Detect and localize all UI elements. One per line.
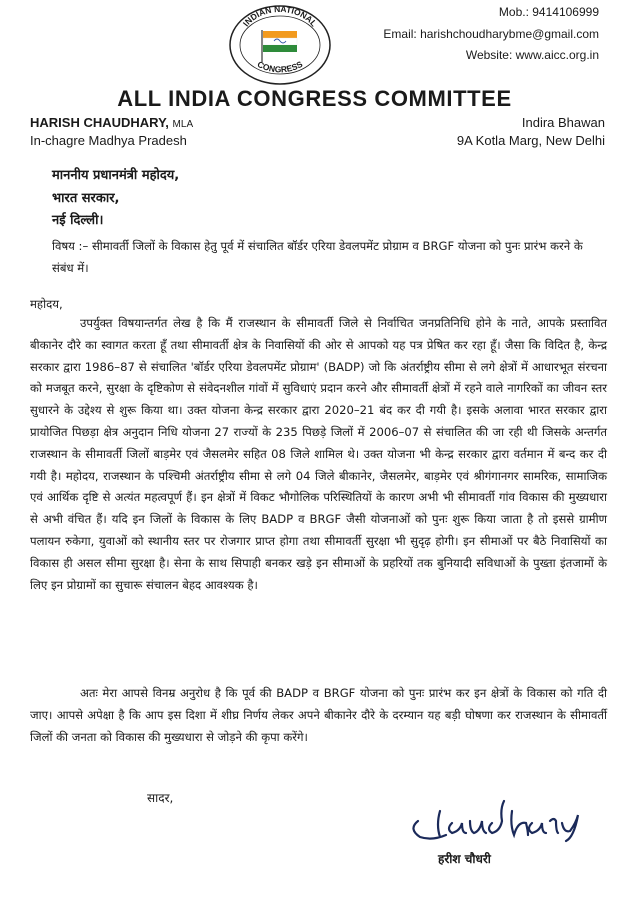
svg-text:INDIAN NATIONAL: INDIAN NATIONAL (240, 4, 320, 29)
addressee-line-2: भारत सरकार, (52, 191, 120, 206)
subject-label: विषय :– (52, 239, 89, 253)
congress-logo (228, 4, 332, 86)
addressee-line-3: नई दिल्ली। (52, 213, 104, 228)
body-paragraph-2: अतः मेरा आपसे विनम्र अनुरोध है कि पूर्व की BADP व BRGF योजना को पुनः प्रारंभ कर इन क्षेत्रों के विकास को गति दी जाए। आपसे अपेक्षा है कि आप इस दिशा में शीघ्र निर्णय लेकर अपने बीकानेर दौरे के दरम्यान यह बड़ी घोषणा कर राजस्थान के सीमावर्ती जिलों की जनता को विकास की मुख्यधारा से जोड़ने की कृपा करेंगे। (30, 686, 607, 744)
sender-name-line (30, 115, 193, 130)
subject-text: सीमावर्ती जिलों के विकास हेतु पूर्व में संचालित बॉर्डर एरिया डेवलपमेंट प्रोग्राम व BRGF योजना को पुनः प्रारंभ करने के संबंध में। (52, 239, 583, 275)
organization-title: ALL INDIA CONGRESS COMMITTEE (117, 86, 512, 111)
contact-website[interactable]: Website: www.aicc.org.in (465, 48, 599, 62)
contact-mobile: Mob.: 9414106999 (498, 5, 599, 19)
svg-text:CONGRESS: CONGRESS (255, 58, 305, 75)
office-line-1: Indira Bhawan (521, 115, 605, 130)
signature (400, 795, 590, 847)
closing-saadar: सादर, (147, 791, 174, 805)
subject (52, 236, 607, 280)
sender-role: In-chagre Madhya Pradesh (30, 133, 187, 148)
office-line-2: 9A Kotla Marg, New Delhi (456, 133, 605, 148)
sender-suffix: MLA (172, 119, 194, 130)
sender-name: HARISH CHAUDHARY, (30, 115, 169, 130)
signer-name: हरीश चौधरी (438, 852, 491, 866)
addressee-line-1: माननीय प्रधानमंत्री महोदय, (52, 168, 180, 183)
body-paragraph-1: उपर्युक्त विषयान्तर्गत लेख है कि मैं राजस्थान के सीमावर्ती जिले से निर्वाचित जनप्रतिनिधि होने के नाते, आपके प्रस्तावित बीकानेर दौरे का स्वागत करता हूँ तथा सीमावर्ती क्षेत्र के निवासियों की ओर से आपको यह पत्र प्रेषित कर रहा हूँ। जैसा कि विदित है, केन्द्र सरकार द्वारा 1986–87 से संचालित 'बॉर्डर एरिया डेवलपमेंट प्रोग्राम' (BADP) जो कि अंतर्राष्ट्रीय सीमा से लगे क्षेत्रों में आधारभूत संरचना को मजबूत करने, सुरक्षा के दृष्टिकोण से संवेदनशील गांवों में सुविधाएं प्रदान करने और सीमावर्ती क्षेत्रों में रहने वाले नागरिकों का जीवन स्तर सुधारने के उद्देश्य से शुरू किया था। उक्त योजना केन्द्र सरकार द्वारा 2020–21 बंद कर दी गयी है। इसके अलावा भारत सरकार द्वारा प्रायोजित पिछड़ा क्षेत्र अनुदान निधि योजना 27 राज्यों के 235 पिछड़े जिलों में 2006–07 से संचालित की जा रही थी जिसके अन्तर्गत राजस्थान के सीमावर्ती जिलों बाड़मेर एवं जैसलमेर सहित 08 जिले शामिल थे। उक्त योजना भी केन्द्र सरकार द्वारा वर्तमान में बन्द कर दी गयी है। महोदय, राजस्थान के पश्चिमी अंतर्राष्ट्रीय सीमा से लगे 04 जिले बीकानेर, जैसलमेर, बाड़मेर एवं श्रीगंगानगर सामरिक, सामाजिक एवं आर्थिक दृष्टि से अत्यंत महत्वपूर्ण हैं। इन क्षेत्रों में विकट भौगोलिक परिस्थितियों के कारण अभी भी सीमावर्ती गांव विकास की मुख्यधारा से अभी वंचित हैं। यदि इन जिलों के विकास के लिए BADP व BRGF जैसी योजनाओं को पुनः शुरू किया जाता है तो इससे ग्रामीण पलायन रुकेगा, युवाओं को स्थानीय स्तर पर रोजगार प्राप्त होगा तथा सीमावर्ती सुरक्षा भी सुदृढ़ होगी। इन सीमाओं पर बैठे निवासियों का विकास ही असल सीमा सुरक्षा है। सेना के साथ सिपाही बनकर खड़े इन सीमाओं के प्रहरियों तक बुनियादी सविधाओं के पुख्ता इंतजामों के लिए इन प्रोग्रामों का सुचारू संचालन बेहद आवश्यक है। (30, 316, 607, 592)
contact-email[interactable]: Email: harishchoudharybme@gmail.com (383, 27, 599, 41)
salutation: महोदय, (30, 297, 63, 311)
